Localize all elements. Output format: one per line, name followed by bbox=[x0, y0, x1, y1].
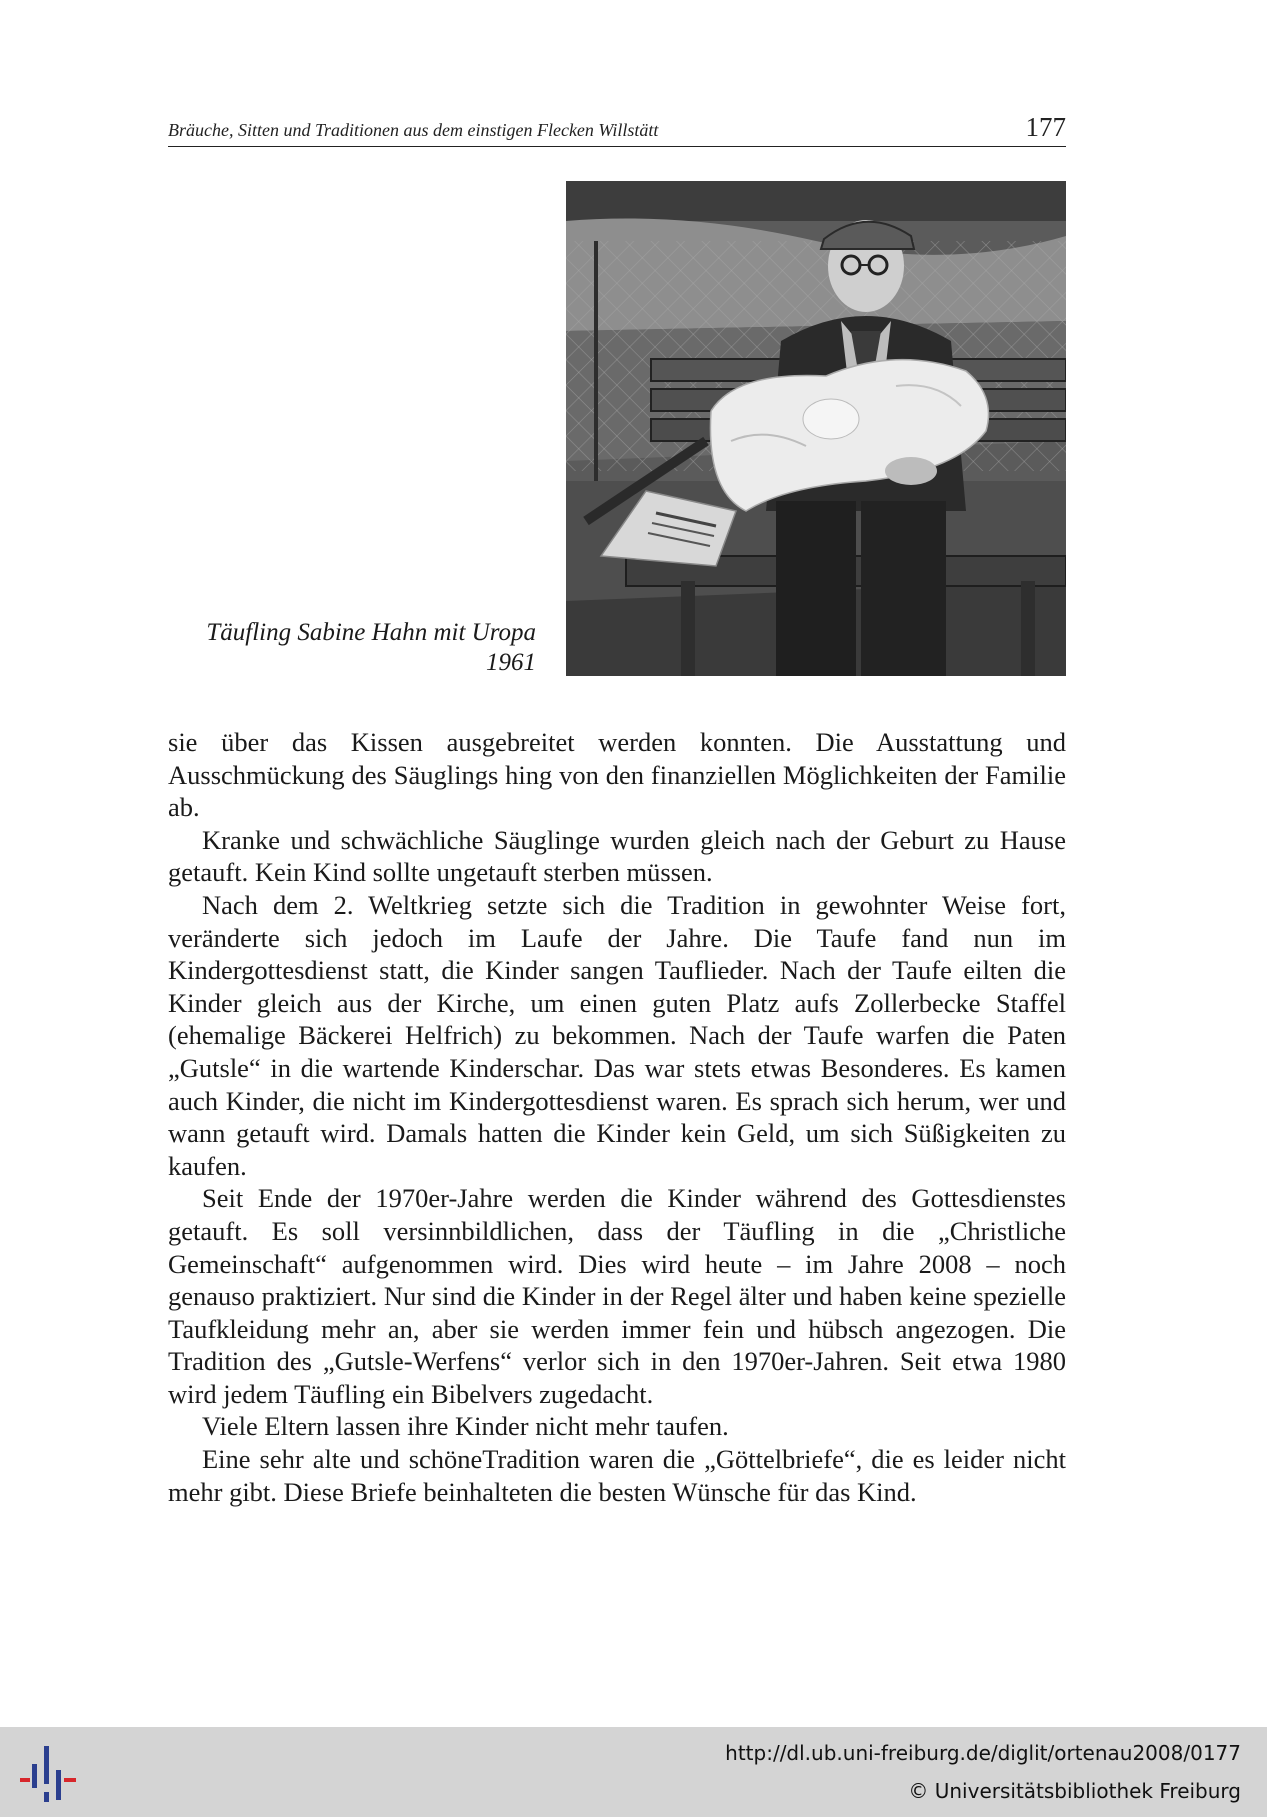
paragraph: sie über das Kissen ausgebreitet werden konnten. Die Ausstattung und Ausschmückung des Säuglings hing von den finanziellen Möglichkeiten der Familie ab. bbox=[168, 727, 1066, 823]
caption-year: 1961 bbox=[486, 649, 536, 676]
paragraph: Seit Ende der 1970er-Jahre werden die Kinder während des Gottesdienstes getauft. Es soll versinnbildlichen, dass der Täufling in die „Christliche Gemeinschaft“ aufgenommen wird. Dies wird heute – im Jahre 2008 – noch genauso praktiziert. Nur sind die Kinder in der Regel älter und haben keine spezielle Taufkleidung mehr an, aber sie werden immer fein und hübsch angezogen. Die Tradition des „Gutsle-Werfens“ verlor sich in den 1970er-Jahren. Seit etwa 1980 wird jedem Täufling ein Bibelvers zugedacht. bbox=[168, 1183, 1066, 1409]
paragraph: Kranke und schwächliche Säuglinge wurden gleich nach der Geburt zu Hause getauft. Kein Kind sollte ungetauft sterben müssen. bbox=[168, 824, 1066, 888]
photograph bbox=[566, 181, 1066, 676]
paragraph: Nach dem 2. Weltkrieg setzte sich die Tradition in gewohnter Weise fort, veränderte sich jedoch im Laufe der Jahre. Die Taufe fand nun im Kindergottesdienst statt, die Kinder sangen Tauflieder. Nach der Taufe eilten die Kinder gleich aus der Kirche, um einen guten Platz aufs Zollerbecke Staffel (ehemalige Bäckerei Helfrich) zu bekommen. Nach der Taufe warfen die Paten „Gutsle“ in die wartende Kinderschar. Das war stets etwas Besonderes. Es kamen auch Kinder, die nicht im Kindergottesdienst waren. Es sprach sich herum, wer und wann getauft wird. Damals hatten die Kinder kein Geld, um sich Süßigkeiten zu kaufen. bbox=[168, 889, 1066, 1181]
paragraph: Eine sehr alte und schöneTradition waren die „Göttelbriefe“, die es leider nicht mehr gibt. Diese Briefe beinhalteten die besten Wünsche für das Kind. bbox=[168, 1444, 1066, 1507]
caption-title: Täufling Sabine Hahn mit Uropa bbox=[206, 619, 536, 646]
body-text bbox=[168, 726, 1066, 1508]
footer-band bbox=[0, 1727, 1267, 1817]
paragraph: Viele Eltern lassen ihre Kinder nicht mehr taufen. bbox=[202, 1411, 729, 1442]
copyright-notice: © Universitätsbibliothek Freiburg bbox=[908, 1779, 1241, 1803]
page-number: 177 bbox=[1025, 112, 1066, 142]
permalink-url[interactable]: http://dl.ub.uni-freiburg.de/diglit/ortenau2008/0177 bbox=[725, 1741, 1241, 1765]
figure-caption bbox=[196, 618, 536, 678]
page-header bbox=[168, 108, 1066, 147]
library-logo-icon bbox=[16, 1742, 80, 1806]
running-title: Bräuche, Sitten und Traditionen aus dem einstigen Flecken Willstätt bbox=[168, 120, 659, 140]
photo-illustration bbox=[566, 181, 1066, 676]
